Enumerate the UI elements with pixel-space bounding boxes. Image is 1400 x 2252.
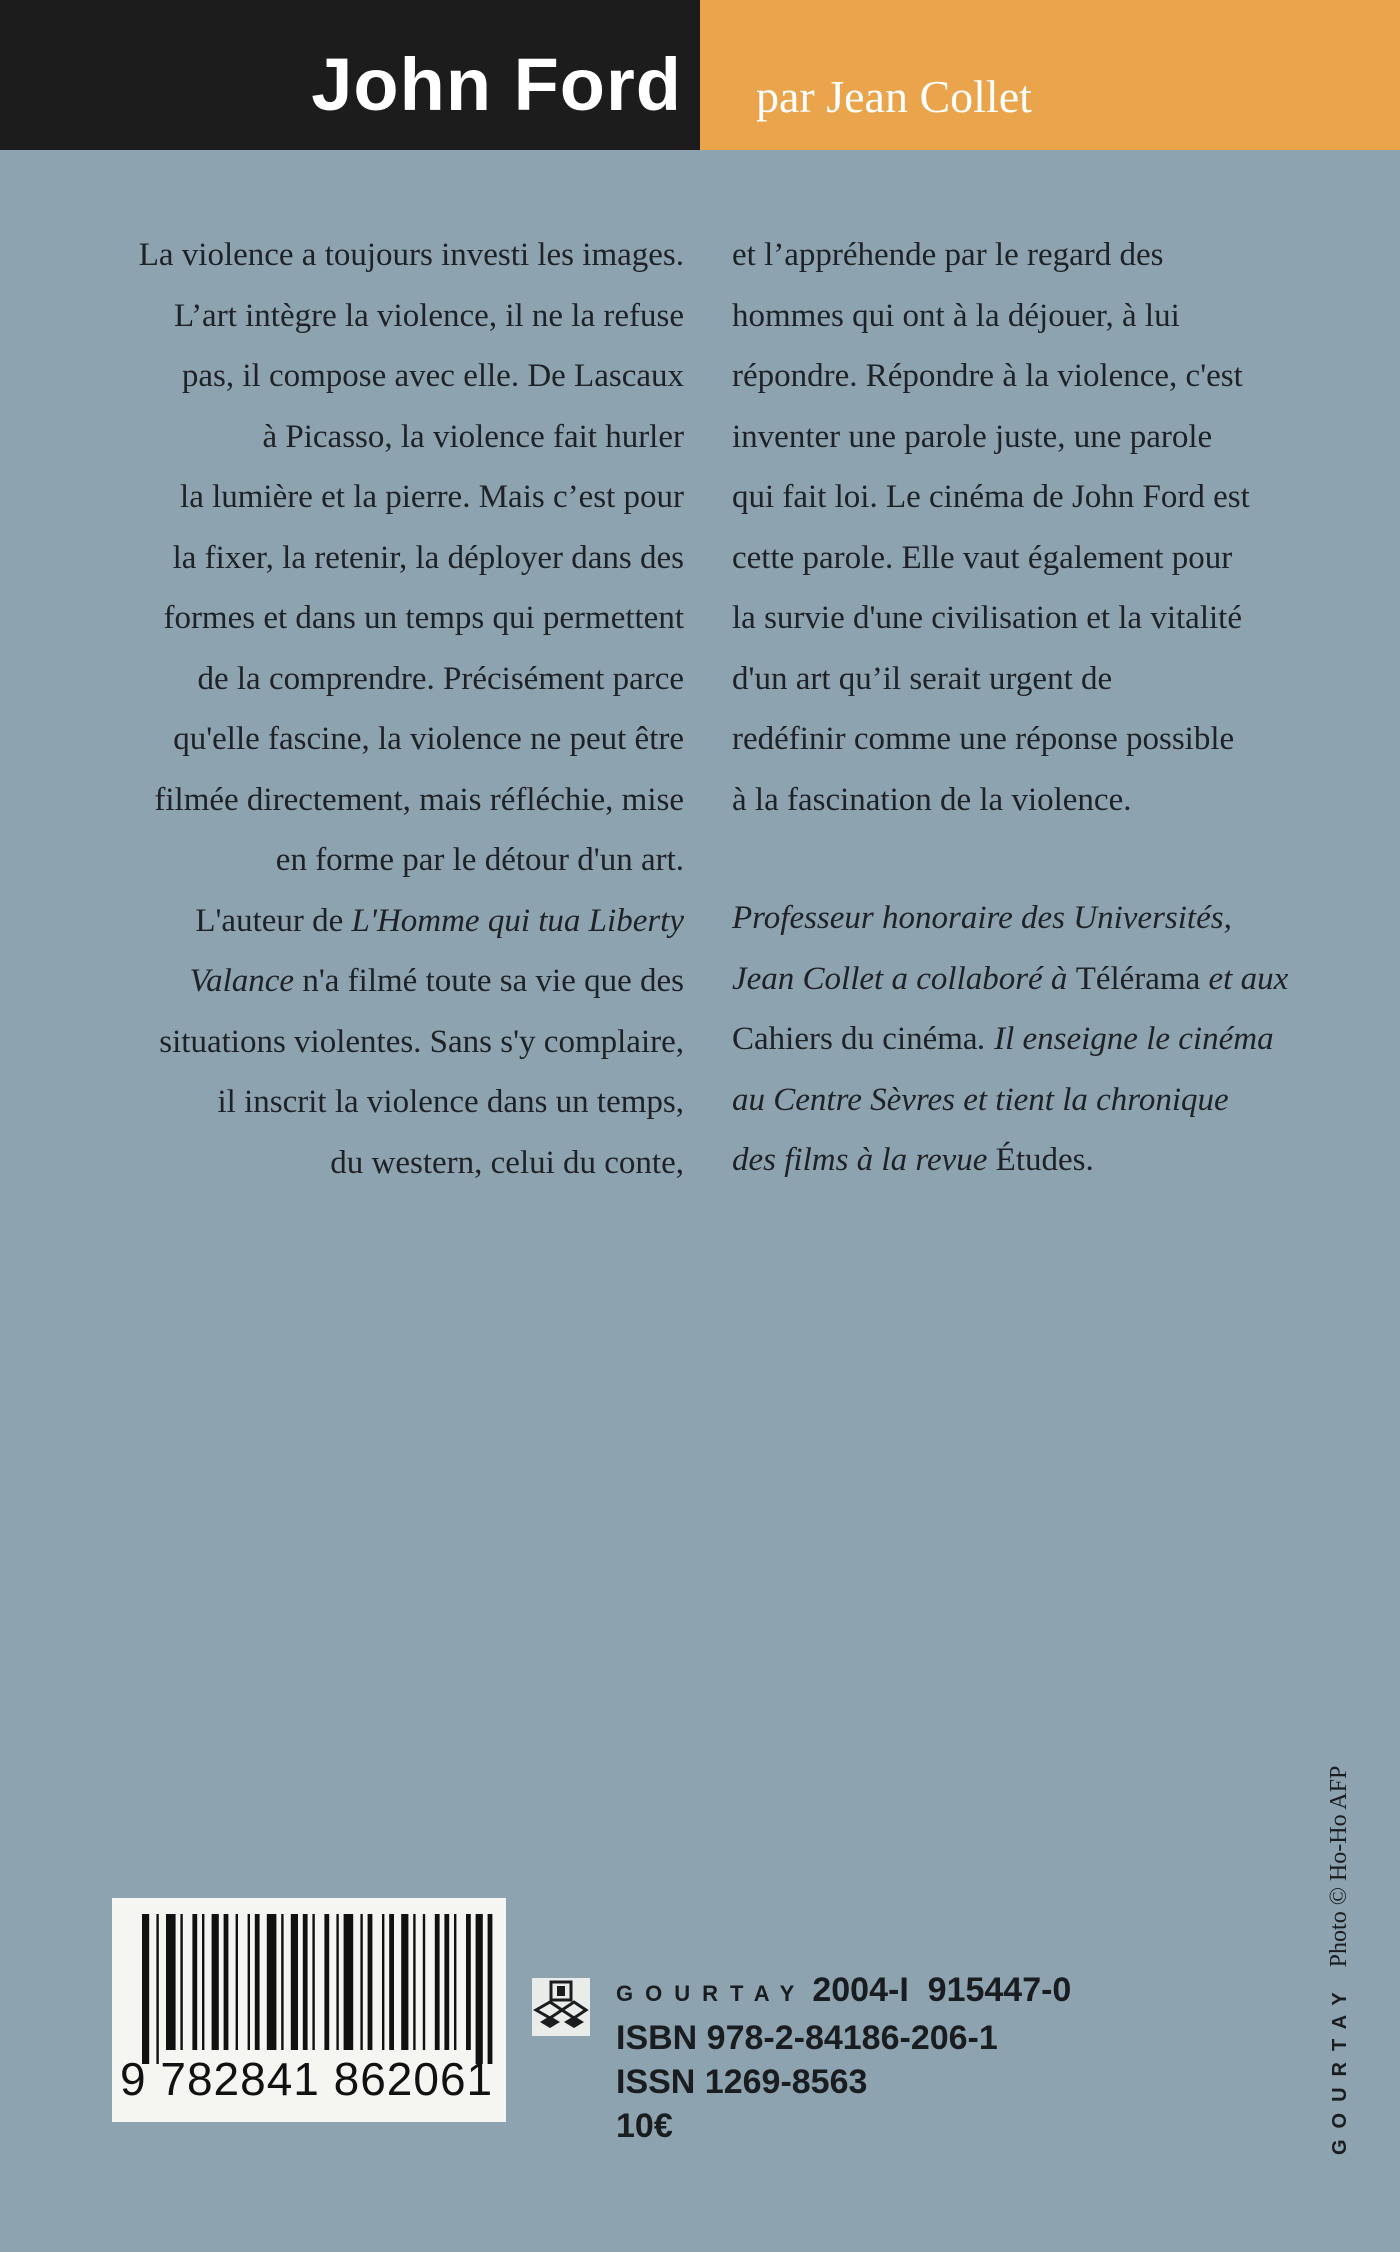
film-title: Valance	[189, 963, 295, 999]
bio-text: des films à la revue	[732, 1142, 996, 1178]
barcode-bar	[389, 1914, 394, 2050]
blurb-line: à la fascination de la violence.	[732, 781, 1132, 818]
barcode-bar	[236, 1914, 238, 2050]
barcode-bar	[156, 1914, 158, 2064]
blurb-line: et l’appréhende par le regard des	[732, 237, 1164, 273]
blurb-left-column	[40, 225, 684, 1193]
barcode-bar	[142, 1914, 149, 2064]
publisher-logo-icon	[532, 1978, 590, 2036]
author-bio	[732, 888, 1362, 1191]
bio-text: . Il enseigne le cinéma	[977, 1021, 1274, 1057]
publisher-info	[616, 1968, 1071, 2148]
header-title-band	[0, 0, 700, 150]
bio-line	[732, 1070, 1362, 1131]
blurb-line: qui fait loi. Le cinéma de John Ford est	[732, 479, 1250, 515]
blurb-line: filmée directement, mais réfléchie, mise	[154, 781, 684, 818]
blurb-line: cette parole. Elle vaut également pour	[732, 539, 1233, 576]
barcode-bar	[368, 1914, 373, 2050]
bio-line	[732, 888, 1362, 949]
blurb-line: pas, il compose avec elle. De Lascaux	[181, 358, 684, 394]
barcode-bar	[291, 1914, 298, 2050]
blurb-line: répondre. Répondre à la violence, c'est	[732, 358, 1243, 394]
barcode-bar	[336, 1914, 338, 2050]
blurb-line: qu'elle fascine, la violence ne peut être	[173, 721, 684, 757]
bio-text: et aux	[1200, 960, 1289, 997]
barcode-bar	[488, 1914, 493, 2064]
blurb-line: hommes qui ont à la déjouer, à lui	[732, 297, 1180, 334]
publisher-name: GOURTAY	[616, 1981, 807, 2006]
barcode-bar	[312, 1914, 314, 2050]
blurb-line: du western, celui du conte,	[330, 1144, 684, 1181]
barcode-bar	[202, 1914, 204, 2050]
blurb-line: de la comprendre. Précisément parce	[197, 660, 684, 697]
blurb-line: la fixer, la retenir, la déployer dans des	[172, 539, 684, 576]
blurb-line: d'un art qu’il serait urgent de	[732, 660, 1113, 697]
blurb-line: redéfinir comme une réponse possible	[732, 721, 1235, 757]
blurb-text: n'a filmé toute sa vie que des	[294, 963, 684, 999]
barcode-bar	[413, 1914, 415, 2050]
barcode-bar	[248, 1914, 250, 2050]
bio-text: Jean Collet a collaboré à	[732, 960, 1076, 997]
barcode-bar	[324, 1914, 329, 2050]
header-author-band	[700, 0, 1400, 150]
barcode-bar	[423, 1914, 425, 2050]
issn: ISSN 1269-8563	[616, 2063, 868, 2101]
barcode-bar	[281, 1914, 283, 2050]
bio-text: au Centre Sèvres et tient la chronique	[732, 1081, 1229, 1118]
blurb-line: la survie d'une civilisation et la vitalité	[732, 600, 1242, 636]
publisher-ref-line	[616, 1968, 1071, 2016]
barcode-bar	[212, 1914, 219, 2050]
barcode-bar	[192, 1914, 197, 2050]
side-publisher-name: GOURTAY	[1329, 1981, 1351, 2155]
barcode-bar	[382, 1914, 384, 2050]
blurb-line	[40, 891, 684, 952]
barcode-bar	[435, 1914, 440, 2050]
barcode-bar	[360, 1914, 362, 2050]
barcode-bar	[401, 1914, 408, 2050]
book-title: John Ford	[311, 43, 682, 126]
blurb-line: formes et dans un temps qui permettent	[163, 600, 684, 636]
bio-line	[732, 1009, 1362, 1070]
film-title: L'Homme qui tua Liberty	[351, 902, 684, 939]
blurb-line	[40, 951, 684, 1012]
barcode-bar	[180, 1914, 182, 2050]
price: 10€	[616, 2107, 673, 2145]
bio-text: Professeur honoraire des Universités,	[732, 900, 1232, 936]
blurb-line: inventer une parole juste, une parole	[732, 418, 1213, 455]
blurb-line: en forme par le détour d'un art.	[275, 842, 684, 878]
barcode-bar	[476, 1914, 483, 2064]
bio-line	[732, 949, 1362, 1010]
magazine-name: Études	[995, 1142, 1086, 1178]
barcode-bar	[267, 1914, 277, 2050]
barcode-bar	[224, 1914, 229, 2050]
barcode-digits: 9 782841 862061	[120, 2053, 494, 2105]
barcode-bar	[303, 1914, 308, 2050]
magazine-name: Cahiers du cinéma	[732, 1021, 978, 1057]
barcode-bar	[255, 1914, 260, 2050]
side-credit	[1326, 1766, 1353, 2155]
blurb-line: à Picasso, la violence fait hurler	[262, 418, 684, 455]
magazine-name: Télérama	[1075, 960, 1201, 997]
barcode-bar	[344, 1914, 354, 2050]
barcode-bar	[166, 1914, 176, 2050]
blurb-text: L'auteur de	[195, 902, 352, 939]
blurb-line: la lumière et la pierre. Mais c’est pour	[180, 479, 684, 515]
blurb-line: La violence a toujours investi les images.	[138, 237, 684, 273]
blurb-line: situations violentes. Sans s'y complaire,	[159, 1023, 684, 1060]
publisher-ref: 2004-I 915447-0	[812, 1971, 1072, 2009]
book-author: par Jean Collet	[756, 71, 1032, 122]
photo-credit: Photo © Ho-Ho AFP	[1326, 1765, 1352, 1968]
blurb-line: il inscrit la violence dans un temps,	[217, 1084, 684, 1120]
barcode-bar	[444, 1914, 449, 2050]
bio-text: .	[1085, 1142, 1094, 1178]
barcode-bar	[454, 1914, 456, 2050]
barcode	[112, 1898, 506, 2122]
blurb-line: L’art intègre la violence, il ne la refuse	[173, 297, 684, 334]
barcode-bar	[466, 1914, 471, 2050]
bio-line	[732, 1130, 1362, 1191]
isbn: ISBN 978-2-84186-206-1	[616, 2019, 998, 2057]
blurb-right-column	[732, 225, 1362, 1191]
